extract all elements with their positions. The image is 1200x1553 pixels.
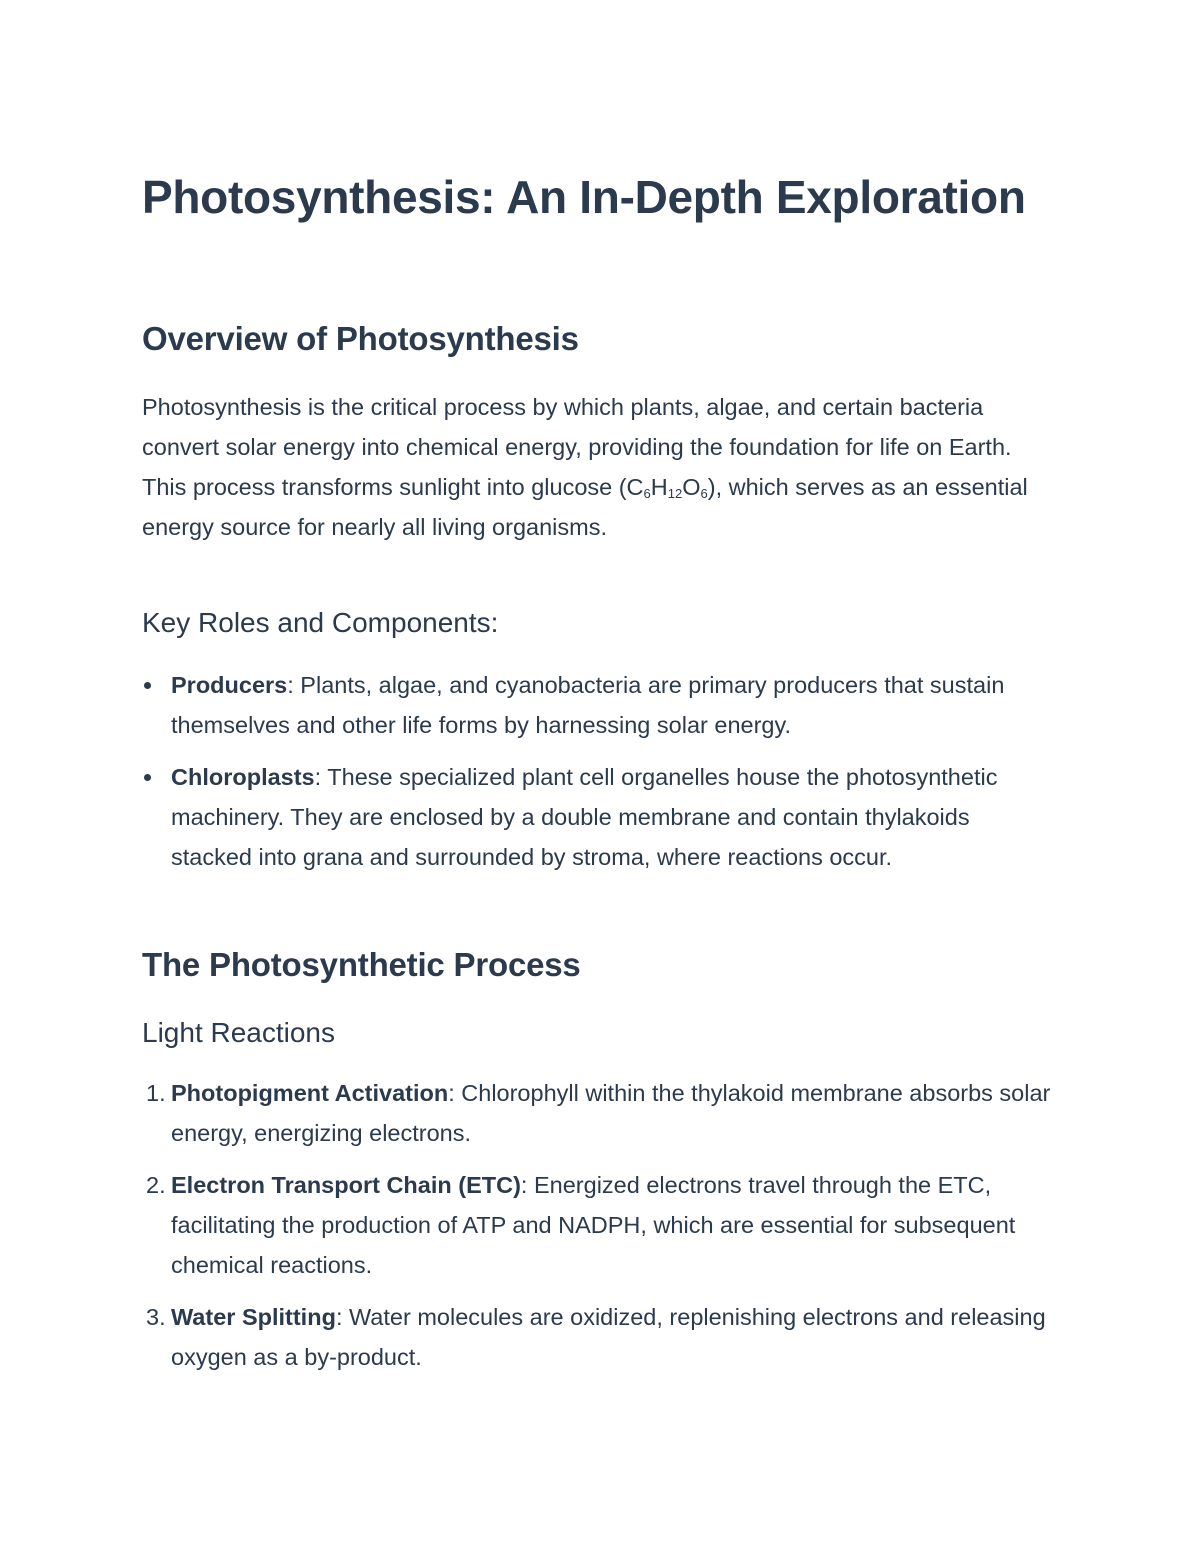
description-chloroplasts: : These specialized plant cell organelles house the photosynthetic machinery. They are enclosed by a double membrane and contain thylakoids stacked into grana and surrounded by stroma, where reactions occur. [171,764,998,870]
light-reactions-steps [142,1073,1052,1377]
intro-paragraph [142,387,1042,547]
document-title: Photosynthesis: An In-Depth Exploration [142,171,1026,223]
term-photopigment-activation: Photopigment Activation [171,1080,449,1106]
intro-text-part-3: O [682,474,701,500]
list-item-electron-transport-chain: 2. Electron Transport Chain (ETC): Energized electrons travel through the ETC, facilitating the production of ATP and NADPH, which are essential for subsequent chemical reactions. [146,1172,1016,1278]
list-item-producers [142,665,1052,745]
list-item-chloroplasts [142,757,1052,877]
term-chloroplasts: Chloroplasts [171,764,315,790]
subscript-carbon-count: 6 [643,486,651,501]
subscript-oxygen-count: 6 [700,486,708,501]
list-item-photopigment-activation: 1. Photopigment Activation: Chlorophyll within the thylakoid membrane absorbs solar energy, energizing electrons. [146,1080,1051,1146]
description-water-splitting: : Water molecules are oxidized, replenishing electrons and releasing oxygen as a by-product. [171,1304,1046,1370]
term-water-splitting: Water Splitting [171,1304,336,1330]
intro-text-part-4: ), which serves as an essential energy source for nearly all living organisms. [142,474,1028,540]
term-electron-transport-chain: Electron Transport Chain (ETC) [171,1172,521,1198]
description-electron-transport-chain: : Energized electrons travel through the ETC, facilitating the production of ATP and NADPH, which are essential for subsequent chemical reactions. [171,1172,1016,1278]
intro-text-part-1: Photosynthesis is the critical process by which plants, algae, and certain bacteria convert solar energy into chemical energy, providing the foundation for life on Earth. This process transforms sunlight into glucose (C [142,394,1012,500]
key-roles-list [142,665,1052,877]
term-producers: Producers [171,672,288,698]
description-producers: : Plants, algae, and cyanobacteria are primary producers that sustain themselves and other life forms by harnessing solar energy. [171,672,1005,738]
intro-text-part-2: H [650,474,668,500]
subheading-light-reactions: Light Reactions [142,1017,336,1048]
subscript-hydrogen-count: 12 [667,486,683,501]
list-item-water-splitting: 3. Water Splitting: Water molecules are oxidized, replenishing electrons and releasing oxygen as a by-product. [146,1304,1046,1370]
section-heading-photosynthetic-process: The Photosynthetic Process [142,946,581,983]
description-photopigment-activation: : Chlorophyll within the thylakoid membrane absorbs solar energy, energizing electrons. [171,1080,1051,1146]
subheading-key-roles: Key Roles and Components: [142,607,499,638]
section-heading-overview: Overview of Photosynthesis [142,320,579,357]
